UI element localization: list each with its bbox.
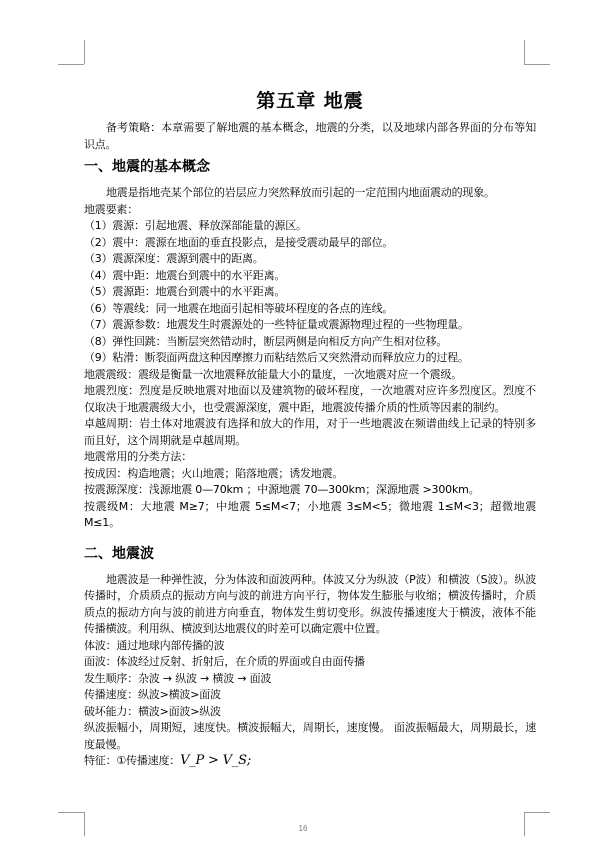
page-number: 16 <box>298 824 308 833</box>
classification-item: 按成因：构造地震；火山地震；陷落地震；诱发地震。 <box>84 466 344 480</box>
magnitude-definition: 地震震级：震级是衡量一次地震释放能量大小的量度，一次地震对应一个震级。 <box>84 367 462 381</box>
crop-mark-top-right-v <box>524 40 525 64</box>
classification-heading: 地震常用的分类方法： <box>84 450 192 463</box>
crop-mark-top-left-v <box>84 40 85 64</box>
element-item: （8）弹性回跳：当断层突然错动时，断层两侧是向相反方向产生相对位移。 <box>84 334 448 348</box>
intensity-definition: 地震烈度：烈度是反映地震对地面以及建筑物的破坏程度，一次地震对应许多烈度区。烈度不仅取决于地震震级大小，也受震源深度，震中距，地震波传播介质的性质等因素的制约。 <box>84 384 536 414</box>
wave-line: 体波：通过地球内部传播的波 <box>84 638 225 652</box>
excellence-period-definition: 卓越周期：岩土体对地震波有选择和放大的作用，对于一些地震波在频谱曲线上记录的特别多而且好，这个周期就是卓越周期。 <box>84 417 536 447</box>
element-item: （2）震中：震源在地面的垂直投影点，是接受震动最早的部位。 <box>84 235 394 249</box>
element-item: （5）震源距：地震台到震中的水平距离。 <box>84 285 286 298</box>
element-item: （4）震中距：地震台到震中的水平距离。 <box>84 268 286 282</box>
crop-mark-top-right-h <box>524 64 550 65</box>
element-item: （1）震源：引起地震、释放深部能量的源区。 <box>84 219 307 232</box>
chapter-title: 第五章 地震 <box>256 90 364 112</box>
wave-line: 传播速度：纵波>横波>面波 <box>84 688 221 701</box>
crop-mark-top-left-h <box>58 64 84 65</box>
classification-item: 按震级M：大地震 M≥7；中地震 5≤M<7；小地震 3≤M<5；微地震 1≤M<3；超微地震 M≤1。 <box>84 499 536 529</box>
feature-line <box>84 753 536 770</box>
page-content <box>84 88 536 770</box>
element-item: （9）粘滑：断裂面两盘这种因摩擦力而粘结然后又突然滑动而释放应力的过程。 <box>84 351 469 364</box>
wave-line: 面波：体波经过反射、折射后，在介质的界面或自由面传播 <box>84 655 365 668</box>
elements-heading: 地震要素： <box>84 202 138 216</box>
element-item: （6）等震线：同一地震在地面引起相等破坏程度的各点的连线。 <box>84 301 394 315</box>
seismic-wave-paragraph: 地震波是一种弹性波，分为体波和面波两种。体波又分为纵波（P波）和横波（S波）。纵波传播时，介质质点的振动方向与波的前进方向平行，物体发生膨胀与收缩；横波传播时，介质质点的振动方向与波的前进方向垂直，物体发生剪切变形。纵波传播速度大于横波，液体不能传播横波。利用纵、横波到达地震仪的时差可以确定震中位置。 <box>84 572 536 635</box>
wave-line: 破坏能力：横波>面波>纵波 <box>84 704 221 718</box>
classification-item: 按震源深度：浅源地震 0—70km ；中源地震 70—300km；深源地震 >300km。 <box>84 483 480 496</box>
element-item: （7）震源参数：地震发生时震源处的一些特征量或震源物理过程的一些物理量。 <box>84 318 469 331</box>
intro-paragraph: 备考策略：本章需要了解地震的基本概念，地震的分类，以及地球内部各界面的分布等知识点。 <box>84 121 536 151</box>
section-heading-seismic-waves: 二、地震波 <box>84 545 154 562</box>
crop-mark-bottom-right-h <box>524 812 550 813</box>
feature-prefix: 特征：①传播速度： <box>84 754 181 767</box>
element-item: （3）震源深度：震源到震中的距离。 <box>84 252 264 265</box>
crop-mark-bottom-left-h <box>58 812 84 813</box>
section-heading-basic-concepts: 一、地震的基本概念 <box>84 159 210 175</box>
wave-line: 纵波振幅小，周期短，速度快。横波振幅大，周期长，速度慢。 面波振幅最大，周期最长，速度最慢。 <box>84 721 536 751</box>
earthquake-definition: 地震是指地壳某个部位的岩层应力突然释放而引起的一定范围内地面震动的现象。 <box>106 186 495 199</box>
velocity-formula: V_P > V_S; <box>180 753 252 768</box>
wave-line: 发生顺序：杂波 → 纵波 → 横波 → 面波 <box>84 671 272 685</box>
